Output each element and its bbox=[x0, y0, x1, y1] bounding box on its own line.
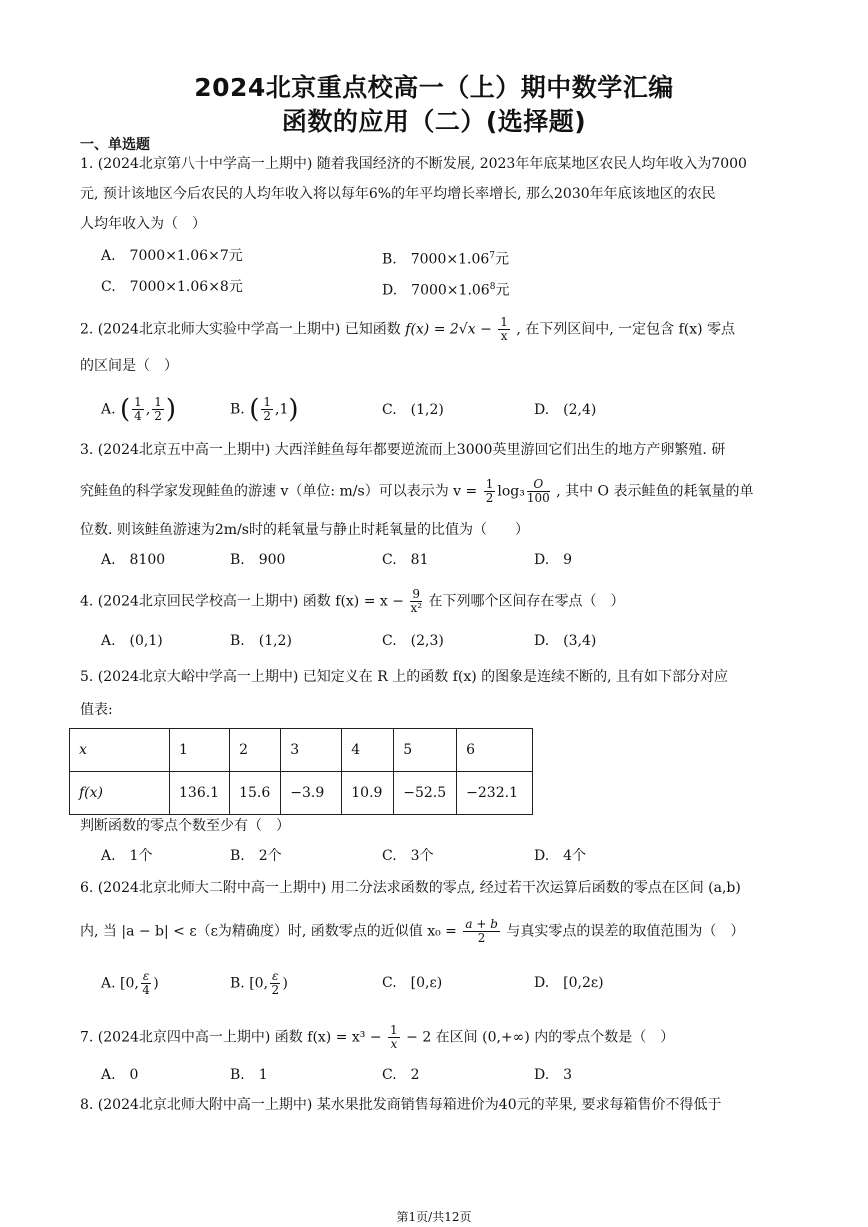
q6-option-d: D. [0,2ε) bbox=[534, 975, 604, 991]
q5-line3: 判断函数的零点个数至少有（ ） bbox=[80, 818, 290, 834]
q6-line2: 内, 当 |a − b| < ε（ε为精确度）时, 函数零点的近似值 x₀ = $\frac{a + b}{2}$ 与真实零点的误差的取值范围为（ ） bbox=[80, 917, 745, 945]
table-cell: 15.6 bbox=[230, 772, 281, 815]
q2-line1: 2. (2024北京北师大实验中学高一上期中) 已知函数 f(x) = 2√x − $\frac{1}{x}$ , 在下列区间中, 一定包含 f(x) 零点 bbox=[80, 315, 736, 343]
q3-line2: 究鲑鱼的科学家发现鲑鱼的游速 v（单位: m/s）可以表示为 v = $\frac{1}{2}$ log₃ $\frac{O}{100}$ , 其中 O 表示鲑鱼的耗氧量的单 bbox=[80, 477, 754, 505]
q1-line2: 元, 预计该地区今后农民的人均年收入将以每年6%的年平均增长率增长, 那么2030年年底该地区的农民 bbox=[80, 186, 716, 202]
q4-option-c: C. (2,3) bbox=[382, 633, 444, 649]
q5-line1: 5. (2024北京大峪中学高一上期中) 已知定义在 R 上的函数 f(x) 的图象是连续不断的, 且有如下部分对应 bbox=[80, 669, 729, 685]
q5-option-d: D. 4个 bbox=[534, 848, 587, 864]
q3-line3: 位数. 则该鲑鱼游速为2m/s时的耗氧量与静止时耗氧量的比值为（ ） bbox=[80, 522, 529, 538]
table-cell: 5 bbox=[394, 729, 457, 772]
q4-line1: 4. (2024北京回民学校高一上期中) 函数 f(x) = x − $\frac{9}{\text{x²}}$ 在下列哪个区间存在零点（ ） bbox=[80, 587, 625, 615]
q5-option-b: B. 2个 bbox=[230, 848, 282, 864]
table-row bbox=[70, 772, 533, 815]
q6-option-a: A. [0, $\frac{\varepsilon}{4}$ ) bbox=[101, 969, 159, 997]
table-cell: 1 bbox=[170, 729, 230, 772]
table-cell: 10.9 bbox=[342, 772, 394, 815]
page-footer: 第1页/共12页 bbox=[396, 1210, 472, 1224]
q4-option-d: D. (3,4) bbox=[534, 633, 597, 649]
q1-option-b: B. $7000\times 1.06^7$元 bbox=[382, 251, 510, 268]
q3-option-d: D. 9 bbox=[534, 552, 573, 568]
q6-option-c: C. [0,ε) bbox=[382, 975, 443, 991]
q5-option-a: A. 1个 bbox=[101, 848, 153, 864]
document-title: 2024北京重点校高一（上）期中数学汇编 bbox=[194, 73, 674, 102]
q1-option-c: C. 7000×1.06×8元 bbox=[101, 279, 243, 295]
q2-line2: 的区间是（ ） bbox=[80, 358, 178, 374]
q2-option-a: A. ( $\frac{1}{4}$ , $\frac{1}{2}$ ) bbox=[101, 394, 177, 425]
q3-option-c: C. 81 bbox=[382, 552, 429, 568]
q3-option-b: B. 900 bbox=[230, 552, 286, 568]
q1-option-d: D. $7000\times 1.06^8$元 bbox=[382, 282, 510, 299]
table-cell: 4 bbox=[342, 729, 394, 772]
q3-option-a: A. 8100 bbox=[101, 552, 166, 568]
table-cell: 3 bbox=[281, 729, 342, 772]
value-table bbox=[69, 728, 533, 815]
q1-line1: 1. (2024北京第八十中学高一上期中) 随着我国经济的不断发展, 2023年年底某地区农民人均年收入为7000 bbox=[80, 156, 747, 172]
q2-option-b: B. ( $\frac{1}{2}$ ,1) bbox=[230, 394, 299, 425]
q4-option-a: A. (0,1) bbox=[101, 633, 163, 649]
q7-line1: 7. (2024北京四中高一上期中) 函数 f(x) = x³ − $\frac{1}{x}$ − 2 在区间 (0,+∞) 内的零点个数是（ ） bbox=[80, 1023, 675, 1051]
q6-option-b: B. [0, $\frac{\varepsilon}{2}$ ) bbox=[230, 969, 288, 997]
table-cell: 136.1 bbox=[170, 772, 230, 815]
q7-option-c: C. 2 bbox=[382, 1067, 420, 1083]
table-cell: 2 bbox=[230, 729, 281, 772]
table-row bbox=[70, 729, 533, 772]
q1-option-a: A. 7000×1.06×7元 bbox=[101, 248, 243, 264]
table-cell: f(x) bbox=[70, 772, 170, 815]
table-cell: 6 bbox=[457, 729, 533, 772]
q7-option-b: B. 1 bbox=[230, 1067, 268, 1083]
q5-line2: 值表: bbox=[80, 702, 113, 718]
q7-option-d: D. 3 bbox=[534, 1067, 573, 1083]
document-subtitle: 函数的应用（二）(选择题) bbox=[281, 107, 587, 136]
q3-line1: 3. (2024北京五中高一上期中) 大西洋鲑鱼每年都要逆流而上3000英里游回它们出生的地方产卵繁殖. 研 bbox=[80, 442, 726, 458]
q2-option-c: C. (1,2) bbox=[382, 402, 444, 418]
q8-line1: 8. (2024北京北师大附中高一上期中) 某水果批发商销售每箱进价为40元的苹果, 要求每箱售价不得低于 bbox=[80, 1097, 722, 1113]
q4-option-b: B. (1,2) bbox=[230, 633, 292, 649]
table-cell: −52.5 bbox=[394, 772, 457, 815]
q7-option-a: A. 0 bbox=[101, 1067, 139, 1083]
table-cell: −232.1 bbox=[457, 772, 533, 815]
q1-line3: 人均年收入为（ ） bbox=[80, 216, 206, 232]
table-cell: x bbox=[70, 729, 170, 772]
section-heading: 一、单选题 bbox=[80, 137, 150, 153]
q2-option-d: D. (2,4) bbox=[534, 402, 597, 418]
q6-line1: 6. (2024北京北师大二附中高一上期中) 用二分法求函数的零点, 经过若干次运算后函数的零点在区间 (a,b) bbox=[80, 880, 741, 896]
table-cell: −3.9 bbox=[281, 772, 342, 815]
q5-option-c: C. 3个 bbox=[382, 848, 434, 864]
